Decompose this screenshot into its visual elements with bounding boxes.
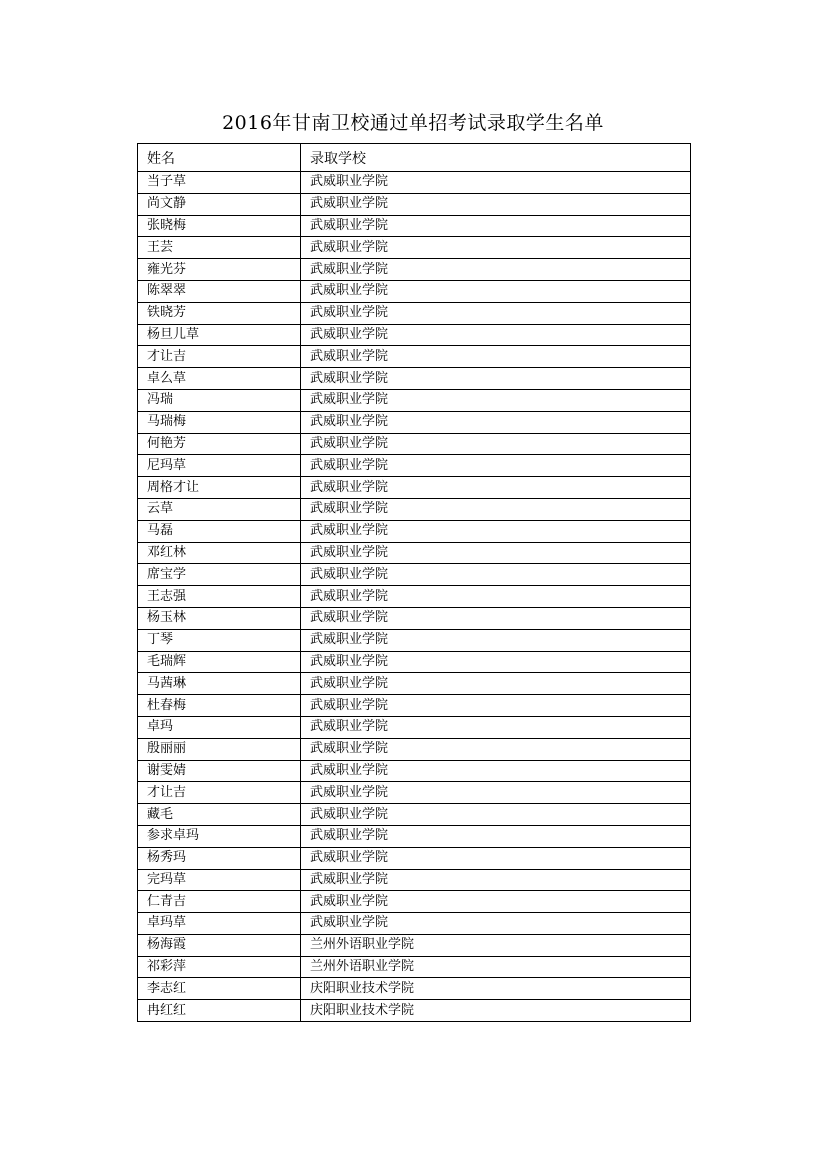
school-cell: 武威职业学院	[301, 302, 691, 324]
school-cell: 武威职业学院	[301, 782, 691, 804]
table-row	[138, 411, 691, 433]
table-row	[138, 869, 691, 891]
table-row	[138, 1000, 691, 1022]
student-name-cell: 李志红	[138, 978, 301, 1000]
table-row	[138, 586, 691, 608]
school-cell: 武威职业学院	[301, 738, 691, 760]
table-row	[138, 455, 691, 477]
student-name-cell: 张晓梅	[138, 215, 301, 237]
table-row	[138, 237, 691, 259]
school-cell: 武威职业学院	[301, 411, 691, 433]
school-cell: 庆阳职业技术学院	[301, 978, 691, 1000]
school-cell: 武威职业学院	[301, 433, 691, 455]
school-cell: 武威职业学院	[301, 716, 691, 738]
document-title: 2016年甘南卫校通过单招考试录取学生名单	[222, 112, 604, 134]
student-name-cell: 席宝学	[138, 564, 301, 586]
school-cell: 兰州外语职业学院	[301, 934, 691, 956]
table-row	[138, 498, 691, 520]
table-row	[138, 324, 691, 346]
student-name-cell: 雍光芬	[138, 259, 301, 281]
admission-table	[137, 143, 691, 1022]
student-name-cell: 铁晓芳	[138, 302, 301, 324]
student-name-cell: 仁青吉	[138, 891, 301, 913]
student-name-cell: 王芸	[138, 237, 301, 259]
school-cell: 武威职业学院	[301, 804, 691, 826]
school-cell: 武威职业学院	[301, 498, 691, 520]
student-name-cell: 冯瑞	[138, 389, 301, 411]
table-row	[138, 804, 691, 826]
school-cell: 武威职业学院	[301, 825, 691, 847]
table-row	[138, 368, 691, 390]
column-header-name: 姓名	[138, 144, 301, 172]
column-header-school: 录取学校	[301, 144, 691, 172]
student-name-cell: 祁彩萍	[138, 956, 301, 978]
table-row	[138, 716, 691, 738]
school-cell: 武威职业学院	[301, 215, 691, 237]
student-name-cell: 邓红林	[138, 542, 301, 564]
school-cell: 武威职业学院	[301, 259, 691, 281]
school-cell: 武威职业学院	[301, 389, 691, 411]
table-row	[138, 215, 691, 237]
student-name-cell: 卓玛草	[138, 913, 301, 935]
student-name-cell: 才让吉	[138, 346, 301, 368]
student-name-cell: 周格才让	[138, 477, 301, 499]
student-name-cell: 杜春梅	[138, 695, 301, 717]
table-row	[138, 760, 691, 782]
table-row	[138, 934, 691, 956]
school-cell: 武威职业学院	[301, 324, 691, 346]
school-cell: 武威职业学院	[301, 172, 691, 194]
school-cell: 武威职业学院	[301, 542, 691, 564]
school-cell: 武威职业学院	[301, 913, 691, 935]
student-name-cell: 杨秀玛	[138, 847, 301, 869]
school-cell: 武威职业学院	[301, 346, 691, 368]
table-header-row	[138, 144, 691, 172]
table-row	[138, 542, 691, 564]
table-body	[138, 172, 691, 1022]
student-name-cell: 卓么草	[138, 368, 301, 390]
student-name-cell: 尼玛草	[138, 455, 301, 477]
table-row	[138, 193, 691, 215]
student-name-cell: 何艳芳	[138, 433, 301, 455]
school-cell: 兰州外语职业学院	[301, 956, 691, 978]
school-cell: 武威职业学院	[301, 847, 691, 869]
student-name-cell: 马茜琳	[138, 673, 301, 695]
student-name-cell: 尚文静	[138, 193, 301, 215]
school-cell: 武威职业学院	[301, 564, 691, 586]
student-name-cell: 藏毛	[138, 804, 301, 826]
table-row	[138, 913, 691, 935]
table-row	[138, 564, 691, 586]
student-name-cell: 毛瑞辉	[138, 651, 301, 673]
table-row	[138, 978, 691, 1000]
table-row	[138, 629, 691, 651]
table-row	[138, 477, 691, 499]
school-cell: 武威职业学院	[301, 629, 691, 651]
student-name-cell: 谢雯婧	[138, 760, 301, 782]
student-name-cell: 完玛草	[138, 869, 301, 891]
student-name-cell: 杨海霞	[138, 934, 301, 956]
school-cell: 武威职业学院	[301, 280, 691, 302]
school-cell: 武威职业学院	[301, 869, 691, 891]
student-name-cell: 殷丽丽	[138, 738, 301, 760]
student-name-cell: 参求卓玛	[138, 825, 301, 847]
table-row	[138, 891, 691, 913]
table-row	[138, 956, 691, 978]
school-cell: 武威职业学院	[301, 477, 691, 499]
school-cell: 武威职业学院	[301, 368, 691, 390]
school-cell: 庆阳职业技术学院	[301, 1000, 691, 1022]
table-row	[138, 847, 691, 869]
student-name-cell: 才让吉	[138, 782, 301, 804]
student-name-cell: 卓玛	[138, 716, 301, 738]
student-name-cell: 马磊	[138, 520, 301, 542]
table-row	[138, 738, 691, 760]
school-cell: 武威职业学院	[301, 760, 691, 782]
table-row	[138, 825, 691, 847]
student-name-cell: 王志强	[138, 586, 301, 608]
table-row	[138, 520, 691, 542]
school-cell: 武威职业学院	[301, 673, 691, 695]
school-cell: 武威职业学院	[301, 520, 691, 542]
school-cell: 武威职业学院	[301, 237, 691, 259]
student-name-cell: 杨旦儿草	[138, 324, 301, 346]
school-cell: 武威职业学院	[301, 607, 691, 629]
table-row	[138, 389, 691, 411]
school-cell: 武威职业学院	[301, 586, 691, 608]
table-row	[138, 280, 691, 302]
school-cell: 武威职业学院	[301, 651, 691, 673]
student-name-cell: 当子草	[138, 172, 301, 194]
student-name-cell: 冉红红	[138, 1000, 301, 1022]
school-cell: 武威职业学院	[301, 891, 691, 913]
table-row	[138, 172, 691, 194]
table-row	[138, 607, 691, 629]
student-name-cell: 丁琴	[138, 629, 301, 651]
table-row	[138, 346, 691, 368]
school-cell: 武威职业学院	[301, 193, 691, 215]
school-cell: 武威职业学院	[301, 455, 691, 477]
student-name-cell: 云草	[138, 498, 301, 520]
table-row	[138, 673, 691, 695]
school-cell: 武威职业学院	[301, 695, 691, 717]
table-row	[138, 302, 691, 324]
table-row	[138, 695, 691, 717]
table-row	[138, 782, 691, 804]
table-row	[138, 259, 691, 281]
student-name-cell: 杨玉林	[138, 607, 301, 629]
table-row	[138, 651, 691, 673]
student-name-cell: 陈翠翠	[138, 280, 301, 302]
student-name-cell: 马瑞梅	[138, 411, 301, 433]
table-row	[138, 433, 691, 455]
